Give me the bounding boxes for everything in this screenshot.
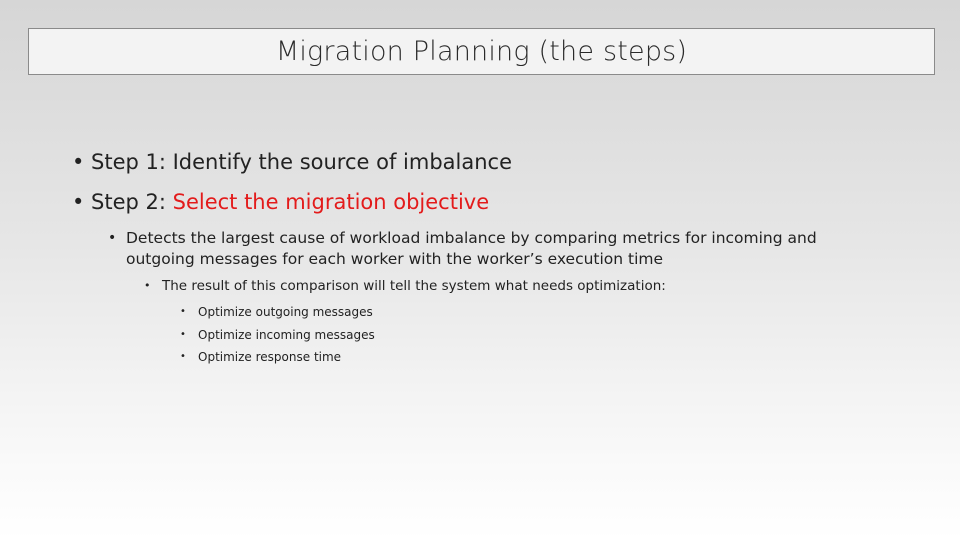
bullet-icon: • — [144, 279, 151, 292]
step-1-label: Identify the source of imbalance — [172, 150, 512, 174]
sub-detail-item — [144, 276, 932, 296]
option-text: Optimize outgoing messages — [198, 305, 373, 319]
step-2-text — [91, 186, 489, 218]
step-1-item — [72, 146, 932, 186]
option-text: Optimize response time — [198, 350, 342, 364]
option-item — [180, 346, 932, 369]
option-text: Optimize incoming messages — [198, 327, 375, 342]
bullet-icon: • — [180, 306, 186, 317]
bullet-icon: • — [72, 190, 85, 214]
option-item — [180, 324, 932, 347]
sub-detail-text: The result of this comparison will tell the system what needs optimization: — [162, 278, 666, 294]
bullet-icon: • — [108, 230, 117, 246]
option-item — [180, 301, 932, 324]
bullet-icon: • — [72, 150, 85, 174]
step-1-text — [91, 146, 512, 178]
bullet-icon: • — [180, 351, 186, 362]
slide-title: Migration Planning (the steps) — [275, 36, 688, 67]
title-box — [28, 28, 935, 75]
step-2-prefix: Step 2: — [91, 190, 173, 214]
slide-content — [72, 146, 932, 369]
step-1-prefix: Step 1: — [91, 150, 173, 174]
bullet-icon: • — [180, 328, 186, 340]
step-2-label: Select the migration objective — [172, 190, 490, 214]
detail-item — [108, 228, 932, 270]
step-2-item — [72, 186, 932, 226]
detail-text: Detects the largest cause of workload imbalance by comparing metrics for incoming and outgoing messages for each worker with the worker’s execution time — [126, 229, 817, 268]
options-list — [72, 301, 932, 369]
